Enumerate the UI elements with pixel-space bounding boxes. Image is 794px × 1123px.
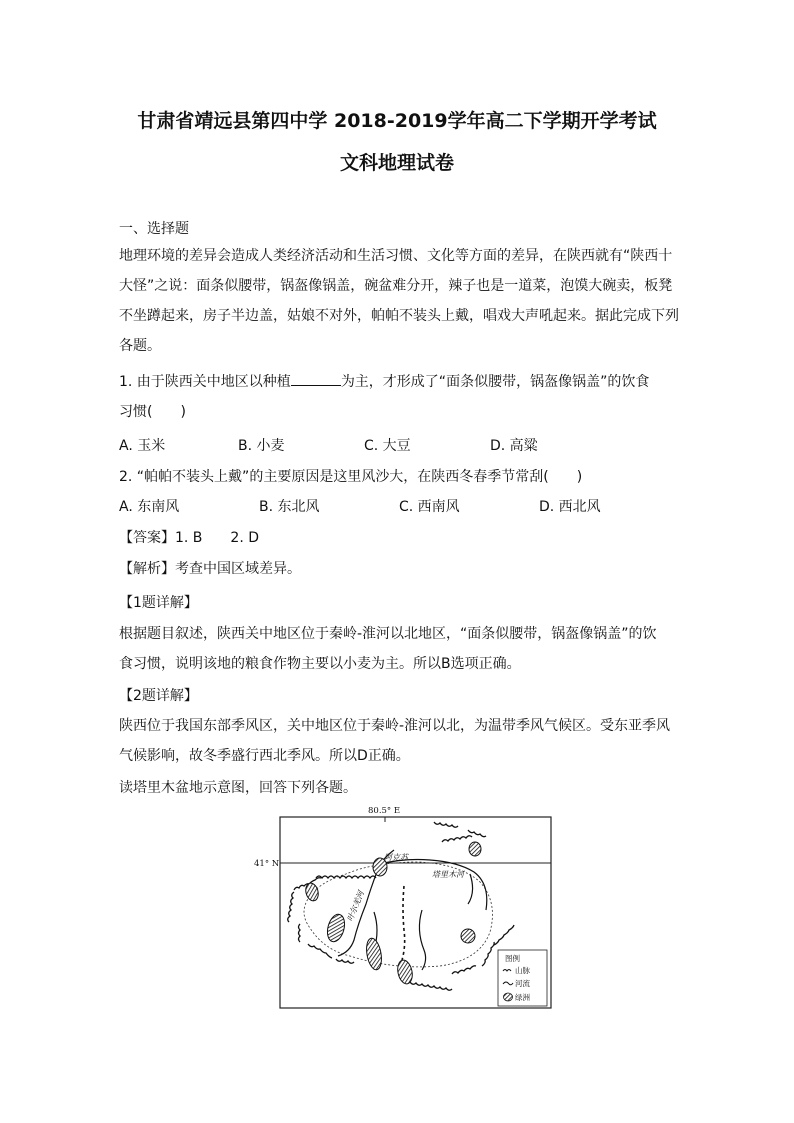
- label-aksu: 阿克苏: [384, 853, 408, 862]
- latitude-label: 41° N: [254, 859, 280, 869]
- q2-option-d: D. 西北风: [539, 499, 601, 515]
- q1-option-b: B. 小麦: [238, 438, 285, 454]
- q1-stem: [119, 372, 679, 392]
- map-intro: 读塔里木盆地示意图，回答下列各题。: [119, 780, 357, 796]
- q1-blank: [291, 372, 341, 386]
- q1-option-d: D. 高粱: [490, 438, 538, 454]
- tarim-basin-map: [254, 800, 554, 1012]
- detail-2-line-2: 气候影响，故冬季盛行西北季风。所以D正确。: [119, 748, 410, 764]
- q2-option-b: B. 东北风: [259, 499, 320, 515]
- intro-line-1: 地理环境的差异会造成人类经济活动和生活习惯、文化等方面的差异，在陕西就有“陕西十: [119, 248, 673, 264]
- title-line-2: 文科地理试卷: [339, 152, 454, 174]
- legend-river-label: 河流: [515, 979, 530, 988]
- q1-stem-part-a: 1. 由于陕西关中地区以种植: [119, 374, 291, 390]
- legend-title: 图例: [505, 954, 520, 963]
- legend-oasis-label: 绿洲: [515, 993, 530, 1002]
- q1-option-c: C. 大豆: [364, 438, 411, 454]
- legend-mountain-label: 山脉: [515, 966, 530, 975]
- analysis: 【解析】考查中国区域差异。: [119, 561, 301, 577]
- longitude-label: 80.5° E: [368, 806, 401, 816]
- label-tarim-river: 塔里木河: [432, 870, 464, 879]
- intro-line-3: 不坐蹲起来，房子半边盖，姑娘不对外，帕帕不装头上戴，唱戏大声吼起来。据此完成下列: [119, 308, 679, 324]
- q2-option-a: A. 东南风: [119, 499, 180, 515]
- q1-stem-end: 习惯( ): [119, 404, 186, 420]
- section-heading: 一、选择题: [119, 221, 189, 237]
- q1-stem-part-b: 为主，才形成了“面条似腰带，锅盔像锅盖”的饮食: [340, 374, 650, 390]
- detail-1-heading: 【1题详解】: [119, 595, 198, 611]
- detail-2-line-1: 陕西位于我国东部季风区，关中地区位于秦岭-淮河以北，为温带季风气候区。受东亚季风: [119, 718, 671, 734]
- intro-line-4: 各题。: [119, 338, 161, 354]
- map-legend: [498, 950, 547, 1006]
- legend-oasis-icon: [504, 993, 513, 1001]
- title-line-1: 甘肃省靖远县第四中学 2018-2019学年高二下学期开学考试: [137, 110, 657, 132]
- q2-option-c: C. 西南风: [399, 499, 460, 515]
- q1-option-a: A. 玉米: [119, 438, 166, 454]
- intro-line-2: 大怪”之说：面条似腰带，锅盔像锅盖，碗盆难分开，辣子也是一道菜，泡馍大碗卖，板凳: [119, 278, 673, 294]
- q2-stem: 2. “帕帕不装头上戴”的主要原因是这里风沙大，在陕西冬春季节常刮( ): [119, 469, 583, 485]
- detail-1-line-2: 食习惯，说明该地的粮食作物主要以小麦为主。所以B选项正确。: [119, 656, 521, 672]
- detail-2-heading: 【2题详解】: [119, 688, 198, 704]
- detail-1-line-1: 根据题目叙述，陕西关中地区位于秦岭-淮河以北地区，“面条似腰带，锅盔像锅盖”的饮: [119, 626, 657, 642]
- answer: 【答案】1. B 2. D: [119, 530, 259, 546]
- label-yarkand-river: 叶尔羌河: [345, 889, 366, 923]
